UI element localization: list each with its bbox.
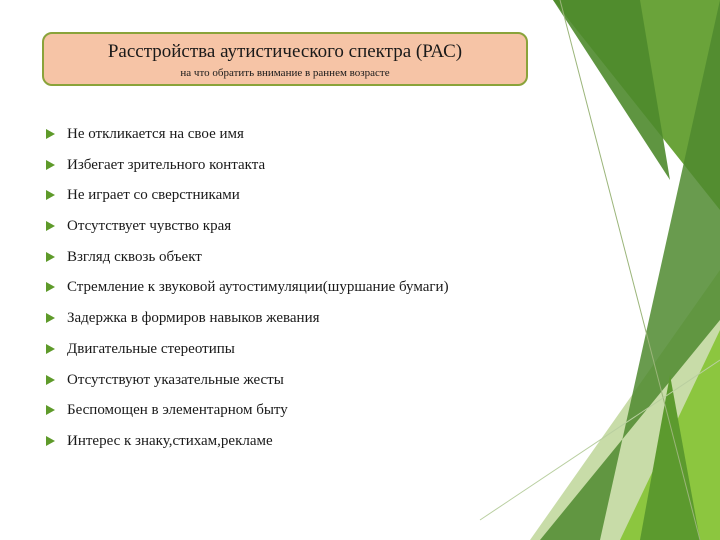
triangle-right-icon bbox=[46, 313, 55, 323]
triangle-right-icon bbox=[46, 344, 55, 354]
list-item-label: Отсутствует чувство края bbox=[67, 218, 232, 235]
list-item bbox=[46, 247, 449, 278]
list-item-label: Не играет со сверстниками bbox=[67, 187, 240, 204]
list-item bbox=[46, 400, 449, 431]
list-item-label: Задержка в формиров навыков жевания bbox=[67, 310, 320, 327]
list-item bbox=[46, 370, 449, 401]
triangle-right-icon bbox=[46, 252, 55, 262]
list-item bbox=[46, 216, 449, 247]
list-item bbox=[46, 185, 449, 216]
list-item-label: Беспомощен в элементарном быту bbox=[67, 402, 288, 419]
triangle-right-icon bbox=[46, 375, 55, 385]
list-item bbox=[46, 431, 449, 462]
list-item bbox=[46, 339, 449, 370]
bullet-list bbox=[46, 124, 449, 462]
list-item-label: Стремление к звуковой аутостимуляции(шуршание бумаги) bbox=[67, 279, 449, 296]
title-box bbox=[42, 32, 528, 86]
list-item bbox=[46, 277, 449, 308]
triangle-right-icon bbox=[46, 221, 55, 231]
list-item bbox=[46, 308, 449, 339]
list-item-label: Избегает зрительного контакта bbox=[67, 156, 266, 173]
slide-subtitle: на что обратить внимание в раннем возрасте bbox=[180, 67, 390, 79]
list-item-label: Отсутствуют указательные жесты bbox=[67, 371, 284, 388]
slide-title: Расстройства аутистического спектра (РАС) bbox=[107, 41, 463, 62]
list-item-label: Взгляд сквозь объект bbox=[67, 248, 202, 265]
triangle-right-icon bbox=[46, 190, 55, 200]
triangle-right-icon bbox=[46, 282, 55, 292]
triangle-right-icon bbox=[46, 160, 55, 170]
list-item-label: Не откликается на свое имя bbox=[67, 126, 244, 142]
list-item-label: Интерес к знаку,стихам,рекламе bbox=[67, 432, 273, 449]
list-item bbox=[46, 124, 449, 155]
triangle-right-icon bbox=[46, 129, 55, 139]
triangle-right-icon bbox=[46, 436, 55, 446]
triangle-right-icon bbox=[46, 405, 55, 415]
list-item bbox=[46, 155, 449, 186]
list-item-label: Двигательные стереотипы bbox=[67, 340, 235, 357]
